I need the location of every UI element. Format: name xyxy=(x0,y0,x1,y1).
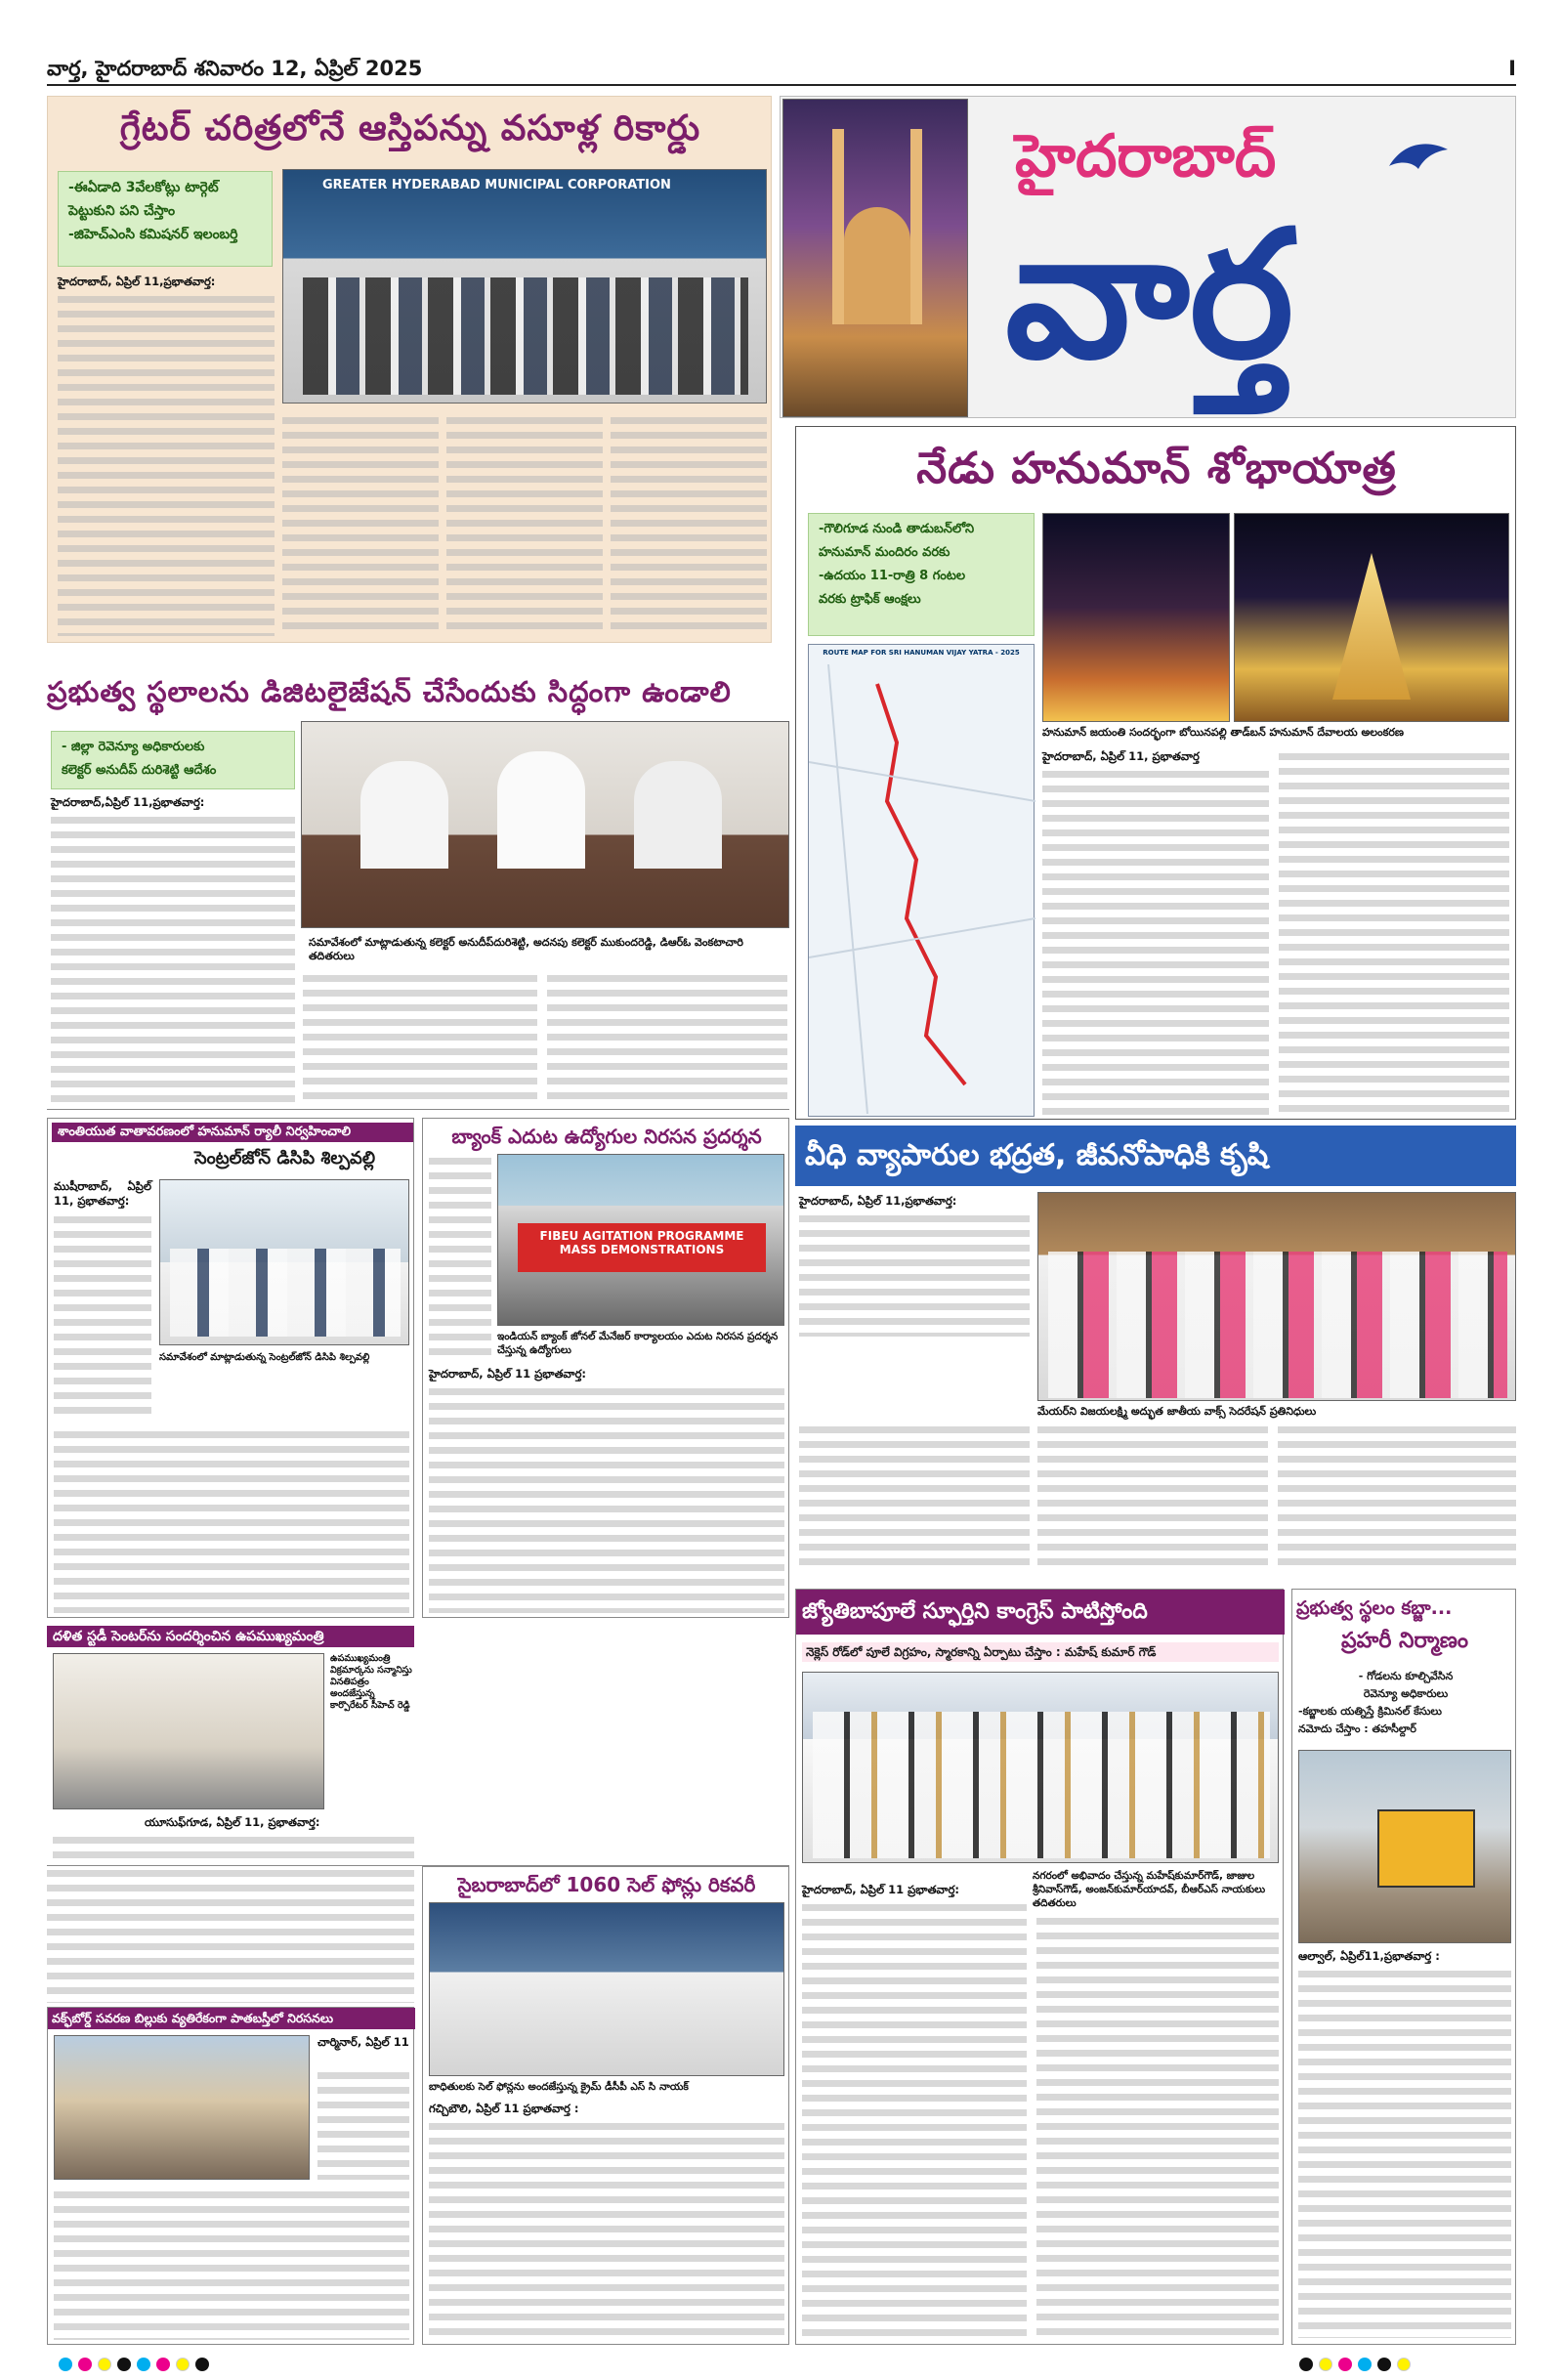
story-property-tax xyxy=(47,96,772,643)
bulldozer-photo xyxy=(1298,1750,1511,1943)
bullet: రెవెన్యూ అధికారులు xyxy=(1363,1687,1449,1700)
official-3 xyxy=(634,761,722,869)
dateline: హైదరాబాద్, ఏప్రిల్ 11,ప్రభాతవార్త: xyxy=(799,1194,957,1208)
color-chip xyxy=(156,2358,170,2371)
congress-leaders-photo xyxy=(802,1672,1279,1863)
charminar-photo xyxy=(782,99,968,417)
protest-photo xyxy=(497,1154,784,1326)
photo-caption: సమావేశంలో మాట్లాడుతున్న సెంట్రల్‌జోన్ డిసిపి శిల్పవల్లి xyxy=(159,1352,370,1363)
bulldozer xyxy=(1377,1809,1475,1888)
photo-banner-text: GREATER HYDERABAD MUNICIPAL CORPORATION xyxy=(322,178,671,192)
story-digitalization xyxy=(47,664,789,1110)
photo-caption: హనుమాన్ జయంతి సందర్భంగా బోయినపల్లి తాడ్‌బన్ హనుమాన్ దేవాలయ అలంకరణ xyxy=(1042,726,1404,739)
temple-tower xyxy=(1332,553,1411,700)
masthead-text: వార్త, హైదరాబాద్ శనివారం 12, ఏప్రిల్ 2025 xyxy=(47,57,423,80)
people-row xyxy=(303,277,748,395)
photo-caption: ఉపముఖ్యమంత్రి విక్రమార్కను సన్మానిస్తు వినతిపత్రం అందజేస్తున్న కార్పొరేటర్ సీహెచ్ రెడ్డి xyxy=(330,1653,412,1711)
headline-1: ప్రభుత్వ స్థలం కబ్జా... xyxy=(1296,1597,1453,1619)
color-chip xyxy=(1358,2358,1372,2371)
bullet: కలెక్టర్ అనుదీప్ దురిశెట్టి ఆదేశం xyxy=(62,763,217,778)
color-chip xyxy=(176,2358,190,2371)
story-land-encroachment xyxy=(1291,1589,1516,2345)
bullet: పెట్టుకుని పని చేస్తాం xyxy=(68,203,176,219)
body-col-1 xyxy=(802,1900,1027,2340)
body-col-3 xyxy=(446,413,603,636)
temple-night-photo-2 xyxy=(1234,513,1509,722)
color-chip xyxy=(98,2358,111,2371)
story-waqf-protest xyxy=(47,2007,414,2345)
phone-handover-photo xyxy=(429,1902,784,2076)
bullets xyxy=(1298,1668,1513,1738)
minaret-left xyxy=(832,129,844,324)
headline-2: ప్రహరీ నిర్మాణం xyxy=(1340,1629,1469,1653)
body-col-1 xyxy=(58,292,275,636)
dateline: యూసుఫ్‌గూడ, ఏప్రిల్ 11, ప్రభాతవార్త: xyxy=(145,1815,320,1829)
body-col-1 xyxy=(429,2119,784,2340)
headline: జ్యోతిబాపూలే స్ఫూర్తిని కాంగ్రెస్ పాటిస్తోంది xyxy=(802,1599,1148,1624)
dateline: హైదరాబాద్, ఏప్రిల్ 11,ప్రభాతవార్త: xyxy=(58,275,216,288)
bullet: నమోదు చేస్తాం : తహసీల్దార్ xyxy=(1298,1722,1416,1735)
brand-title-main: వార్త xyxy=(1005,191,1294,398)
color-chip xyxy=(1377,2358,1391,2371)
dcp-meeting-photo xyxy=(159,1179,409,1345)
headline: దళిత స్టడీ సెంటర్‌ను సందర్శించిన ఉపముఖ్యమంత్రి xyxy=(47,1626,414,1647)
route-line xyxy=(809,664,1035,1114)
protest-banner xyxy=(518,1223,766,1272)
dateline: హైదరాబాద్, ఏప్రిల్ 11, ప్రభాతవార్త xyxy=(1042,749,1200,763)
arch xyxy=(844,207,910,324)
kicker: శాంతియుత వాతావరణంలో హనుమాన్ ర్యాలీ నిర్వహించాలి xyxy=(52,1123,413,1142)
body-col-1 xyxy=(317,2068,409,2180)
masthead xyxy=(47,57,1516,86)
page-number: I xyxy=(1508,57,1516,80)
dateline: హైదరాబాద్, ఏప్రిల్ 11 ప్రభాతవార్త: xyxy=(429,1367,587,1381)
minaret-right xyxy=(910,129,922,324)
highlight-box xyxy=(808,513,1035,636)
dalit-study-body-left xyxy=(47,1866,414,2003)
color-chip xyxy=(137,2358,150,2371)
body-col-1 xyxy=(53,1833,414,1864)
dateline: ముషీరాబాద్, ఏప్రిల్ 11, ప్రభాతవార్త: xyxy=(54,1179,151,1208)
bullet: -కబ్జాలకు యత్నిస్తే క్రిమినల్ కేసులు xyxy=(1298,1705,1442,1718)
body-col-2 xyxy=(54,1427,409,1613)
collector-meeting-photo xyxy=(301,721,789,928)
photo-caption: బాధితులకు సెల్ ఫోన్లను అందజేస్తున్న క్రైమ్ డీసీపీ ఎస్ సి నాయక్ xyxy=(429,2081,689,2093)
body-col-3 xyxy=(547,971,787,1102)
bullet: -జిహెచ్‌ఎంసి కమిషనర్ ఇలంబర్తి xyxy=(68,227,238,242)
body-col-1 xyxy=(54,1212,151,1418)
route-map xyxy=(808,644,1035,1117)
story-phule xyxy=(795,1589,1284,2345)
people-group xyxy=(1048,1252,1507,1398)
color-chip xyxy=(78,2358,92,2371)
headline: నేడు హనుమాన్ శోభాయాత్ర xyxy=(916,444,1397,493)
body-col-3 xyxy=(1037,1423,1268,1567)
color-registration-bar xyxy=(59,2357,645,2372)
dateline: హైదరాబాద్,ఏప్రిల్ 11,ప్రభాతవార్త: xyxy=(51,795,205,809)
dateline: ఆల్వాల్, ఏప్రిల్11,ప్రభాతవార్త : xyxy=(1298,1949,1440,1963)
route-map-title: ROUTE MAP FOR SRI HANUMAN VIJAY YATRA - 2025 xyxy=(823,649,1020,657)
body-col-1 xyxy=(1042,767,1269,1115)
headline: బ్యాంక్ ఎదుట ఉద్యోగుల నిరసన ప్రదర్శన xyxy=(451,1125,762,1148)
color-chip xyxy=(59,2358,72,2371)
body-col-2 xyxy=(1036,1914,1279,2340)
color-chip xyxy=(195,2358,209,2371)
bullet: -ఉదయం 11-రాత్రి 8 గంటల xyxy=(819,569,966,583)
ghmc-event-photo xyxy=(282,169,767,404)
body-col-2 xyxy=(799,1423,1030,1567)
headline: వక్ఫ్‌బోర్డ్ సవరణ బిల్లుకు వ్యతిరేకంగా పాతబస్తీలో నిరసనలు xyxy=(48,2008,415,2029)
story-dcp xyxy=(47,1118,414,1618)
official-1 xyxy=(360,761,448,869)
headline: ప్రభుత్వ స్థలాలను డిజిటలైజేషన్ చేసేందుకు సిద్ధంగా ఉండాలి xyxy=(47,675,732,708)
dateline: చార్మినార్, ఏప్రిల్ 11 xyxy=(317,2035,409,2049)
body-col-0 xyxy=(429,1154,491,1359)
story-hanuman-yatra xyxy=(795,426,1516,1120)
body-col-1 xyxy=(799,1211,1030,1337)
bullet: - గోడలను కూల్చివేసిన xyxy=(1358,1670,1454,1682)
deputy-cm-photo xyxy=(53,1653,324,1809)
body-col-1 xyxy=(1298,1967,1511,2338)
body-col-2 xyxy=(282,413,439,636)
charminar-protest-photo xyxy=(54,2035,310,2180)
color-chip xyxy=(1338,2358,1352,2371)
color-chip xyxy=(117,2358,131,2371)
highlight-box xyxy=(51,731,295,789)
seated-people xyxy=(170,1249,401,1337)
dateline: గచ్చిబౌలి, ఏప్రిల్ 11 ప్రభాతవార్త : xyxy=(429,2102,579,2115)
headline: గ్రేటర్ చరిత్రలోనే ఆస్తిపన్ను వసూళ్ల రికార్డు xyxy=(119,108,701,149)
bullet: -గౌలిగూడ నుండి తాడుబన్‌లోని xyxy=(819,522,975,536)
color-registration-bar-right xyxy=(1299,2357,1524,2372)
body-col-2 xyxy=(1279,749,1509,1115)
temple-night-photo-1 xyxy=(1042,513,1230,722)
mayor-meeting-photo xyxy=(1037,1192,1516,1401)
body-col-4 xyxy=(1278,1423,1516,1567)
bullet: వరకు ట్రాఫిక్ ఆంక్షలు xyxy=(819,592,921,607)
story-bank-protest xyxy=(422,1118,789,1618)
color-chip xyxy=(1299,2358,1313,2371)
subhead: నెక్లెస్ రోడ్‌లో పూలే విగ్రహం, స్మారకాన్ని ఏర్పాటు చేస్తాం : మహేష్ కుమార్ గౌడ్ xyxy=(802,1642,1279,1662)
headline: సైబరాబాద్‌లో 1060 సెల్ ఫోన్లు రికవరీ xyxy=(457,1873,756,1896)
headline: వీధి వ్యాపారుల భద్రత, జీవనోపాధికి కృషి xyxy=(805,1138,1269,1172)
body-col-1 xyxy=(429,1384,784,1613)
official-2 xyxy=(497,751,585,869)
subhead: సెంట్రల్‌జోన్ డిసిపి శిల్పవల్లి xyxy=(194,1148,376,1169)
photo-caption: నగరంలో అభివాదం చేస్తున్న మహేష్‌కుమార్‌గౌడ్, జాజుల శ్రీనివాస్‌గౌడ్, అంజన్‌కుమార్‌యాదవ్, బీఆర్‌ఎస్ నాయకులు తదితరులు xyxy=(1033,1870,1266,1909)
body-col-4 xyxy=(611,413,767,636)
dove-icon xyxy=(1384,132,1453,187)
dateline: హైదరాబాద్, ఏప్రిల్ 11 ప్రభాతవార్త: xyxy=(802,1883,960,1896)
leaders-row xyxy=(813,1712,1270,1858)
photo-caption: ఇండియన్ బ్యాంక్ జోనల్ మేనేజర్ కార్యాలయం ఎదుట నిరసన ప్రదర్శన చేస్తున్న ఉద్యోగులు xyxy=(497,1331,779,1356)
brand-title-small: హైదరాబాద్ xyxy=(1015,122,1277,191)
body-col-1 xyxy=(51,813,295,1102)
color-chip xyxy=(1319,2358,1332,2371)
body-col-2 xyxy=(303,971,537,1102)
color-chip xyxy=(1397,2358,1411,2371)
bullet: హనుమాన్ మందిరం వరకు xyxy=(819,545,950,560)
body-col-2 xyxy=(54,2188,409,2340)
banner-line-2: MASS DEMONSTRATIONS xyxy=(559,1243,725,1256)
story-street-vendors xyxy=(795,1126,1516,1575)
brand-block xyxy=(780,96,1516,418)
story-phone-recovery xyxy=(422,1866,789,2345)
highlight-box xyxy=(58,171,273,267)
photo-caption: సమావేశంలో మాట్లాడుతున్న కలెక్టర్ అనుదీప్‌దురిశెట్టి, అదనపు కలెక్టర్ ముకుందరెడ్డి, డిఆర్ఓ వెంకటాచారి తదితరులు xyxy=(309,936,743,962)
story-dalit-study-centre xyxy=(47,1626,789,1866)
bullet: -ఈఏడాది 3వేలకోట్లు టార్గెట్ xyxy=(68,180,219,195)
bullet: - జిల్లా రెవెన్యూ అధికారులకు xyxy=(62,740,205,754)
banner-line-1: FIBEU AGITATION PROGRAMME xyxy=(539,1229,744,1243)
photo-caption: మేయర్‌ని విజయలక్ష్మి అద్భుత జాతీయ వాక్స్ సెదరేషన్ ప్రతినిధులు xyxy=(1037,1405,1317,1418)
